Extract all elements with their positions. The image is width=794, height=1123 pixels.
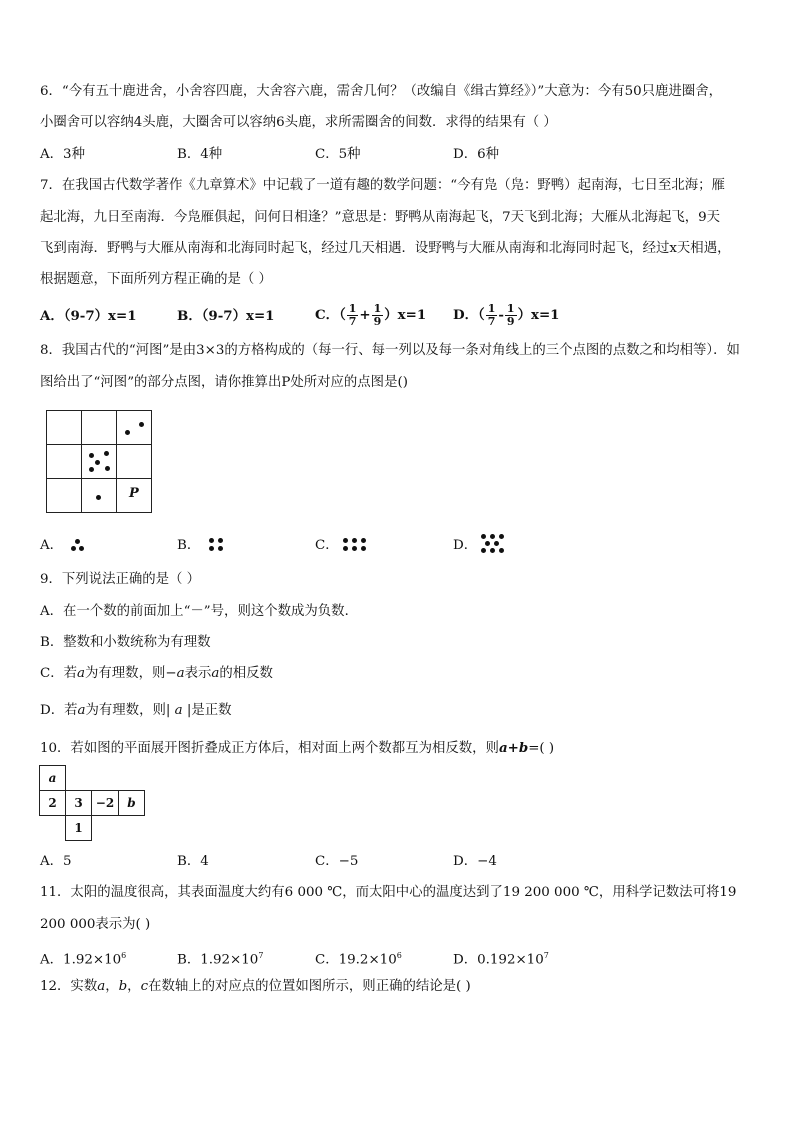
q10-expression: a+b <box>498 740 529 756</box>
dot <box>490 548 495 553</box>
net-cell-3: 3 <box>65 790 92 816</box>
grid-cell <box>46 444 82 479</box>
dot <box>79 546 84 551</box>
q11-c-exponent: 6 <box>396 951 402 960</box>
q7-option-d[interactable] <box>453 298 560 332</box>
q8-option-c[interactable]: C． <box>315 538 339 553</box>
q10-option-d[interactable]: D．−4 <box>453 854 497 869</box>
q10-option-c[interactable]: C．−5 <box>315 854 359 869</box>
q9-option-a[interactable]: A．在一个数的前面加上“－”号，则这个数成为负数． <box>40 604 358 619</box>
dot <box>75 539 80 544</box>
var-a: a <box>97 979 106 994</box>
var-a: a <box>77 666 86 681</box>
net-cell-1: 1 <box>65 815 92 841</box>
dot <box>71 546 76 551</box>
frac-denominator: 7 <box>487 314 496 328</box>
q6-option-c[interactable]: C．5种 <box>315 147 361 162</box>
dot <box>139 422 144 427</box>
q11-line1: 11．太阳的温度很高，其表面温度大约有6 000 ℃，而太阳中心的温度达到了19 200 000 ℃，用科学记数法可将19 <box>40 885 737 900</box>
grid-cell <box>116 444 152 479</box>
neg-a: −a <box>165 666 185 681</box>
frac-numerator: 1 <box>348 301 357 315</box>
dot <box>490 534 495 539</box>
q10-option-a[interactable]: A．5 <box>40 854 72 869</box>
q9-option-d[interactable] <box>40 701 232 721</box>
q7-d-fraction-1-9 <box>505 303 517 328</box>
grid-cell <box>81 410 117 445</box>
q12-sep: ， <box>105 979 119 994</box>
dot <box>485 541 490 546</box>
net-cell-b: b <box>118 790 145 816</box>
frac-numerator: 1 <box>373 301 382 315</box>
q11-d-exponent: 7 <box>543 951 549 960</box>
p-label: P <box>129 486 139 501</box>
q6-line1: 6．“今有五十鹿进舍，小舍容四鹿，大舍容六鹿，需舍几何？（改编自《缉古算经》）”大意为：今有50只鹿进圈舍， <box>40 84 722 99</box>
frac-numerator: 1 <box>506 301 515 315</box>
dot <box>89 467 94 472</box>
q10-stem-suffix: =( ) <box>528 741 555 756</box>
var-a: a <box>211 666 220 681</box>
q9-d-mid: 为有理数，则 <box>85 703 166 718</box>
dot <box>95 460 100 465</box>
q11-a-exponent: 6 <box>121 951 127 960</box>
q7-c-fraction-1-9 <box>372 303 384 328</box>
dot <box>218 538 223 543</box>
q8-option-a[interactable]: A． <box>40 538 64 553</box>
q8-line2: 图给出了“河图”的部分点图，请你推算出P处所对应的点图是() <box>40 375 408 390</box>
q11-b-exponent: 7 <box>258 951 264 960</box>
q6-line2: 小圈舍可以容纳4头鹿，大圈舍可以容纳6头鹿，求所需圈舍的间数．求得的结果有（ ） <box>40 115 557 130</box>
net-cell-a: a <box>39 765 66 791</box>
q11-option-a[interactable] <box>40 946 126 970</box>
dot <box>481 534 486 539</box>
q6-option-d[interactable]: D．6种 <box>453 147 500 162</box>
q8-option-d[interactable]: D． <box>453 538 478 553</box>
q12-sep: ， <box>127 979 141 994</box>
q8-line1: 8．我国古代的“河图”是由3×3的方格构成的（每一行、每一列以及每一条对角线上的三个点图的点数之和均相等）．如 <box>40 343 740 358</box>
q7-line1: 7．在我国古代数学著作《九章算术》中记载了一道有趣的数学问题：“今有凫（凫：野鸭）起南海，七日至北海；雁 <box>40 178 725 193</box>
q7-line3: 飞到南海．野鸭与大雁从南海和北海同时起飞，经过几天相遇．设野鸭与大雁从南海和北海同时起飞，经过x天相遇， <box>40 241 731 256</box>
q7-c-operator: + <box>359 307 371 323</box>
dot <box>343 538 348 543</box>
grid-cell <box>46 410 82 445</box>
q12-prefix: 12．实数 <box>40 979 98 994</box>
q9-option-b[interactable]: B．整数和小数统称为有理数 <box>40 635 211 650</box>
q7-option-b[interactable]: B．（9-7）x=1 <box>177 308 275 324</box>
abs-a: | a | <box>165 703 192 718</box>
dot <box>361 546 366 551</box>
dot <box>352 546 357 551</box>
dot <box>125 430 130 435</box>
dot <box>343 546 348 551</box>
dot <box>209 538 214 543</box>
dot <box>499 548 504 553</box>
q7-option-a[interactable]: A．（9-7）x=1 <box>40 308 137 324</box>
q9-option-c[interactable] <box>40 664 273 684</box>
q9-d-prefix: D．若 <box>40 703 78 718</box>
q7-line2: 起北海，九日至南海．今凫雁俱起，问何日相逢？”意思是：野鸭从南海起飞，7天飞到北海；大雁从北海起飞，9天 <box>40 210 721 225</box>
q7-c-fraction-1-7 <box>347 303 359 328</box>
q9-stem: 9．下列说法正确的是（ ） <box>40 572 201 587</box>
q7-c-suffix: ）x=1 <box>384 307 427 323</box>
q11-d-base: D．0.192×10 <box>453 952 544 968</box>
q10-option-b[interactable]: B．4 <box>177 854 209 869</box>
net-cell-2: 2 <box>39 790 66 816</box>
q9-d-suffix: 是正数 <box>191 703 232 718</box>
dot <box>481 548 486 553</box>
q9-c-prefix: C．若 <box>40 666 78 681</box>
q11-b-base: B．1.92×10 <box>177 952 259 968</box>
frac-denominator: 7 <box>348 314 357 328</box>
q9-c-mid2: 表示 <box>184 666 212 681</box>
q7-d-suffix: ）x=1 <box>517 307 560 323</box>
var-a: a <box>77 703 86 718</box>
q11-a-base: A．1.92×10 <box>40 952 122 968</box>
dot <box>352 538 357 543</box>
q11-c-base: C．19.2×10 <box>315 952 397 968</box>
dot <box>89 453 94 458</box>
var-c: c <box>140 979 149 994</box>
q11-line2: 200 000表示为( ) <box>40 917 151 932</box>
dot <box>499 534 504 539</box>
dot <box>209 546 214 551</box>
frac-denominator: 9 <box>506 314 515 328</box>
dot <box>104 451 109 456</box>
q7-d-fraction-1-7 <box>486 303 498 328</box>
q8-option-b[interactable]: B． <box>177 538 201 553</box>
net-cell-neg2: −2 <box>91 790 119 816</box>
dot <box>96 495 101 500</box>
q10-stem-prefix: 10．若如图的平面展开图折叠成正方体后，相对面上两个数都互为相反数，则 <box>40 741 499 756</box>
q7-line4: 根据题意，下面所列方程正确的是（ ） <box>40 272 272 287</box>
q10-stem <box>40 738 554 759</box>
grid-cell <box>116 410 152 445</box>
q12-stem <box>40 977 471 997</box>
q7-c-prefix: C．（ <box>315 307 346 323</box>
q9-c-mid1: 为有理数，则 <box>85 666 166 681</box>
q7-d-prefix: D．（ <box>453 307 485 323</box>
q12-suffix: 在数轴上的对应点的位置如图所示，则正确的结论是( ) <box>148 979 471 994</box>
dot <box>361 538 366 543</box>
q7-option-c[interactable] <box>315 298 426 332</box>
q6-option-b[interactable]: B．4种 <box>177 147 223 162</box>
q9-c-suffix: 的相反数 <box>219 666 273 681</box>
q11-option-c[interactable] <box>315 946 402 970</box>
dot <box>105 466 110 471</box>
q11-option-b[interactable] <box>177 946 263 970</box>
frac-denominator: 9 <box>373 314 382 328</box>
q11-option-d[interactable] <box>453 946 549 970</box>
var-b: b <box>118 979 128 994</box>
dot <box>218 546 223 551</box>
q6-option-a[interactable]: A．3种 <box>40 147 85 162</box>
grid-cell <box>46 478 82 513</box>
frac-numerator: 1 <box>487 301 496 315</box>
dot <box>494 541 499 546</box>
q7-d-operator: - <box>498 307 504 323</box>
